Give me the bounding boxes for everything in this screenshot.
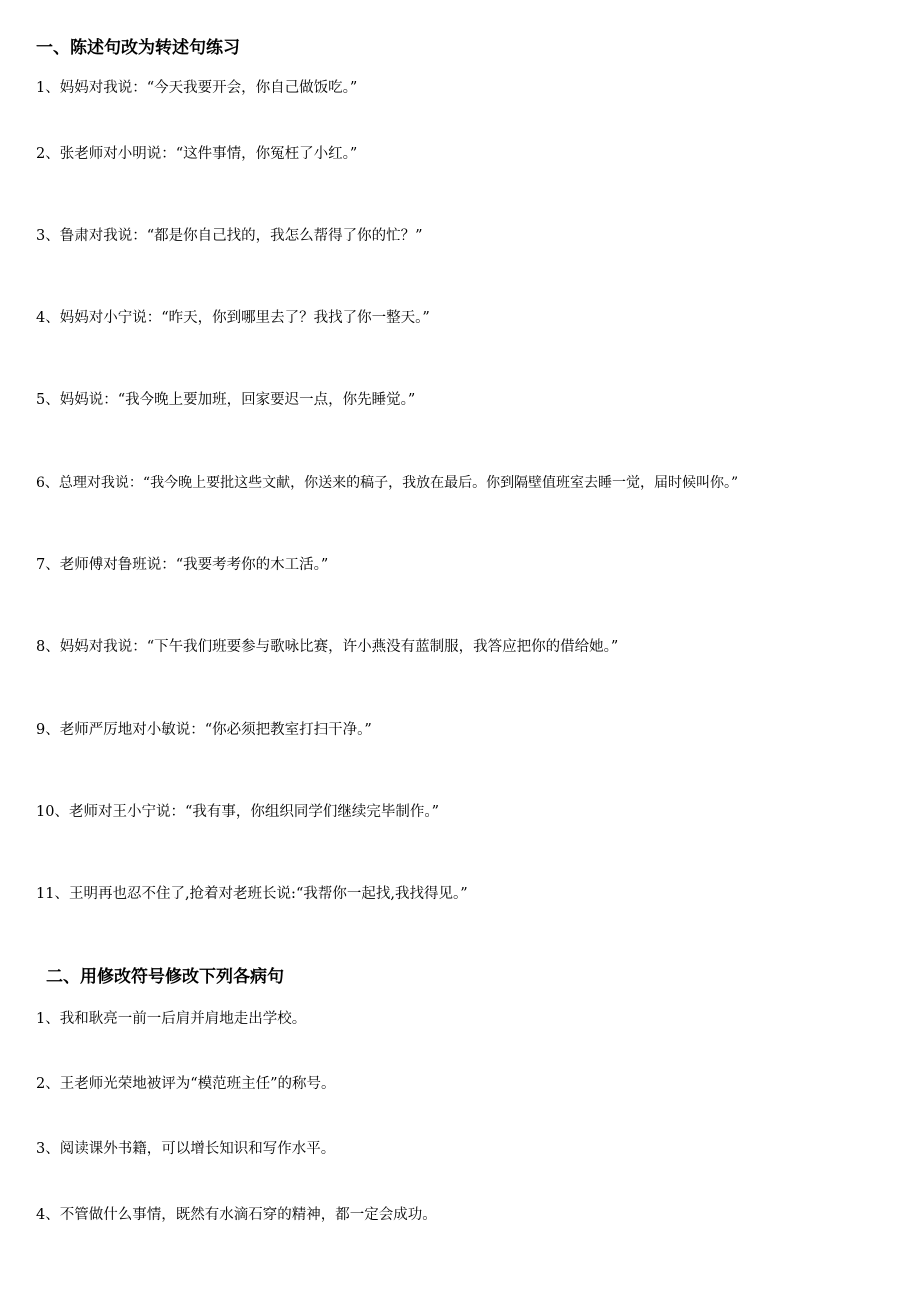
section-1-item-3: 3、鲁肃对我说：“都是你自己找的，我怎么帮得了你的忙？” bbox=[36, 228, 423, 244]
section-1-item-4: 4、妈妈对小宁说：“昨天，你到哪里去了？我找了你一整天。” bbox=[36, 310, 430, 326]
section-1-item-9: 9、老师严厉地对小敏说：“你必须把教室打扫干净。” bbox=[36, 722, 372, 738]
section-1-heading: 一、陈述句改为转述句练习 bbox=[36, 38, 240, 58]
section-1-item-10: 10、老师对王小宁说：“我有事，你组织同学们继续完毕制作。” bbox=[36, 804, 440, 820]
section-1-item-8: 8、妈妈对我说：“下午我们班要参与歌咏比赛，许小燕没有蓝制服，我答应把你的借给她。” bbox=[36, 639, 619, 655]
section-2-item-1: 1、我和耿亮一前一后肩并肩地走出学校。 bbox=[36, 1011, 307, 1027]
section-1-item-2: 2、张老师对小明说：“这件事情，你冤枉了小红。” bbox=[36, 146, 358, 162]
section-2-item-3: 3、阅读课外书籍，可以增长知识和写作水平。 bbox=[36, 1141, 336, 1157]
section-2-item-2: 2、王老师光荣地被评为“模范班主任”的称号。 bbox=[36, 1076, 336, 1092]
section-1-item-7: 7、老师傅对鲁班说：“我要考考你的木工活。” bbox=[36, 557, 329, 573]
section-1-item-5: 5、妈妈说：“我今晚上要加班，回家要迟一点，你先睡觉。” bbox=[36, 392, 416, 408]
section-2-item-4: 4、不管做什么事情，既然有水滴石穿的精神，都一定会成功。 bbox=[36, 1207, 437, 1223]
section-1-item-11: 11、王明再也忍不住了,抢着对老班长说:“我帮你一起找,我找得见。” bbox=[36, 886, 468, 902]
section-1-item-6: 6、总理对我说：“我今晚上要批这些文献，你送来的稿子，我放在最后。你到隔壁值班室去睡一觉，届时候叫你。” bbox=[36, 475, 739, 491]
section-2-heading: 二、用修改符号修改下列各病句 bbox=[46, 967, 284, 987]
section-1-item-1: 1、妈妈对我说：“今天我要开会，你自己做饭吃。” bbox=[36, 80, 358, 96]
